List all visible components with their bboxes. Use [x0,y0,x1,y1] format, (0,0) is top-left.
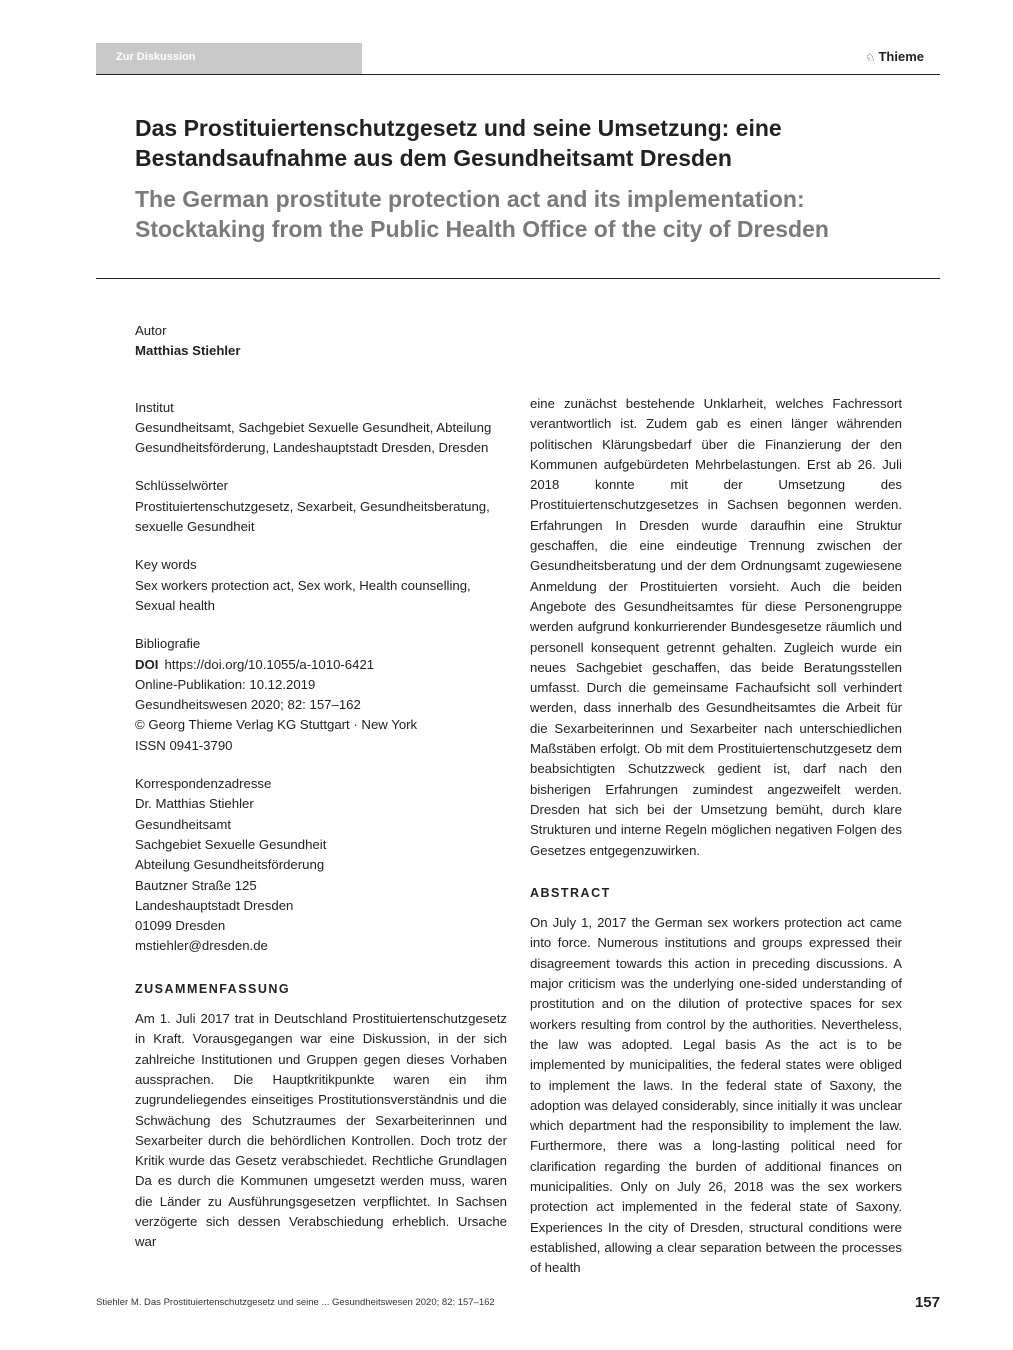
correspondence-line: Sachgebiet Sexuelle Gesundheit [135,836,327,852]
institute-label: Institut [135,399,174,415]
abstract-text: On July 1, 2017 the German sex workers protection act came into force. Numerous institutions and groups expressed their disagreement towards this action in preceding discussions. A major criticism was the underlying one-sided understanding of prostitution and on the dilution of protective spaces for sex workers resulting from control by the authorities. Nevertheless, the law was adopted. Legal basis As the act is to be implemented by municipalities, the federal states were obliged to implement the laws. In the federal state of Saxony, the adoption was delayed considerably, since initially it was unclear which department had the responsibility to implement the law. Furthermore, there was a long-lasting political need for clarification regarding the burden of additional finances on municipalities. Only on July 26, 2018 was the sex workers protection act implemented in the federal state of Saxony. Experiences In the city of Dresden, structural conditions were established, allowing a clear separation between the processes of health [530,915,902,1276]
keywords-en-label: Key words [135,557,197,573]
correspondence-line: Bautzner Straße 125 [135,877,257,893]
keywords-de-label: Schlüsselwörter [135,478,229,494]
article-title-english: The German prostitute protection act and its implementation: Stocktaking from the Public Health Office of the city of Dresden [135,186,829,242]
journal-citation: Gesundheitswesen 2020; 82: 157–162 [135,697,361,713]
keywords-en-text: Sex workers protection act, Sex work, Health counselling, Sexual health [135,577,471,613]
section-tag: Zur Diskussion [96,43,362,74]
zusammenfassung-text-part1: Am 1. Juli 2017 trat in Deutschland Prostituiertenschutzgesetz in Kraft. Vorausgegangen war eine Diskussion, in der sich zahlreiche Institutionen und Gruppen gegen dieses Vorhaben aussprachen. Die Hauptkritikpunkte waren ein ihm zugrundeliegendes einseitiges Prostitutionsverständnis und die Schwächung des Schutzraumes der Sexarbeiterinnen und Sexarbeiter durch die behördlichen Kontrollen. Doch trotz der Kritik wurde das Gesetz verabschiedet. Rechtliche Grundlagen Da es durch die Kommunen umgesetzt werden muss, waren die Länder zu Ausführungsgesetzen verpflichtet. In Sachsen verzögerte sich dessen Verabschiedung erheblich. Ursache war [135,1011,507,1250]
issn-line: ISSN 0941-3790 [135,737,233,753]
author-block [135,321,507,362]
doi-line [135,655,507,675]
online-publication: Online-Publikation: 10.12.2019 [135,676,316,692]
correspondence-block [135,774,507,957]
header-rule [96,74,940,75]
article-title-german: Das Prostituiertenschutzgesetz und seine Umsetzung: eine Bestandsaufnahme aus dem Gesundheitsamt Dresden [135,115,782,171]
footer-citation: Stiehler M. Das Prostituiertenschutzgesetz und seine ... Gesundheitswesen 2020; 82: 157–162 [96,1297,495,1308]
correspondence-line: Landeshauptstadt Dresden [135,897,294,913]
right-column [530,394,902,1278]
correspondence-line: Abteilung Gesundheitsförderung [135,857,325,873]
keywords-en-block [135,555,507,616]
zusammenfassung-text-part2: eine zunächst bestehende Unklarheit, welches Fachressort verantwortlich ist. Zudem gab es einen länger währenden politischen Klärungsbedarf über die Finanzierung der den Kommunen aufgebürdeten Mehrbelastungen. Erst ab 26. Juli 2018 konnte mit der Umsetzung des Prostituiertenschutzgesetzes in Sachsen begonnen werden. Erfahrungen In Dresden wurde daraufhin eine Struktur geschaffen, die eine eindeutige Trennung zwischen der Gesundheitsberatung und der dem Ordnungsamt zugewiesene Anmeldung der Prostituierten vorsieht. Auch die beiden Angebote des Gesundheitsamtes für diese Personengruppe werden aufgrund konkurrierender Bundesgesetze räumlich und personell konsequent getrennt gehalten. Zugleich wurde ein neues Sachgebiet geschaffen, das beide Beratungsstellen umfasst. Durch die gemeinsame Fachaufsicht soll verhindert werden, dass innerhalb des Gesundheitsamtes die Arbeit für die Sexarbeiterinnen und Sexarbeiter nach unterschiedlichen Maßstäben erfolgt. Ob mit dem Prostituiertenschutzgesetz dem beabsichtigten Schutzzweck gedient ist, darf nach den bisherigen Erfahrungen zumindest angezweifelt werden. Dresden hat sich bei der Umsetzung bemüht, durch klare Strukturen und interne Regeln möglichen negativen Folgen des Gesetzes entgegenzuwirken. [530,396,902,858]
bibliography-block [135,634,507,756]
correspondence-label: Korrespondenzadresse [135,776,272,792]
correspondence-line: Dr. Matthias Stiehler [135,796,254,812]
correspondence-line: 01099 Dresden [135,918,226,934]
institute-block [135,398,507,459]
left-column [135,321,507,1253]
page-header [96,43,940,74]
author-name: Matthias Stiehler [135,343,241,359]
keywords-de-text: Prostituiertenschutzgesetz, Sexarbeit, Gesundheitsberatung, sexuelle Gesundheit [135,498,490,535]
author-label: Autor [135,323,167,338]
page-number: 157 [914,1294,940,1311]
doi-link[interactable]: https://doi.org/10.1055/a-1010-6421 [164,656,375,672]
doi-label: DOI [135,656,159,672]
zusammenfassung-heading: ZUSAMMENFASSUNG [135,981,291,996]
correspondence-line: Gesundheitsamt [135,816,232,832]
institute-text: Gesundheitsamt, Sachgebiet Sexuelle Gesundheit, Abteilung Gesundheitsförderung, Landeshauptstadt Dresden, Dresden [135,419,492,456]
copyright-line: © Georg Thieme Verlag KG Stuttgart · New York [135,717,418,733]
correspondence-email[interactable]: mstiehler@dresden.de [135,938,268,954]
thieme-logo-icon: ♘ [865,52,876,64]
keywords-de-block [135,476,507,537]
bibliography-label: Bibliografie [135,636,201,652]
publisher-brand [865,49,924,64]
publisher-name: Thieme [878,49,924,64]
abstract-heading: ABSTRACT [530,885,611,900]
title-rule [96,278,940,279]
